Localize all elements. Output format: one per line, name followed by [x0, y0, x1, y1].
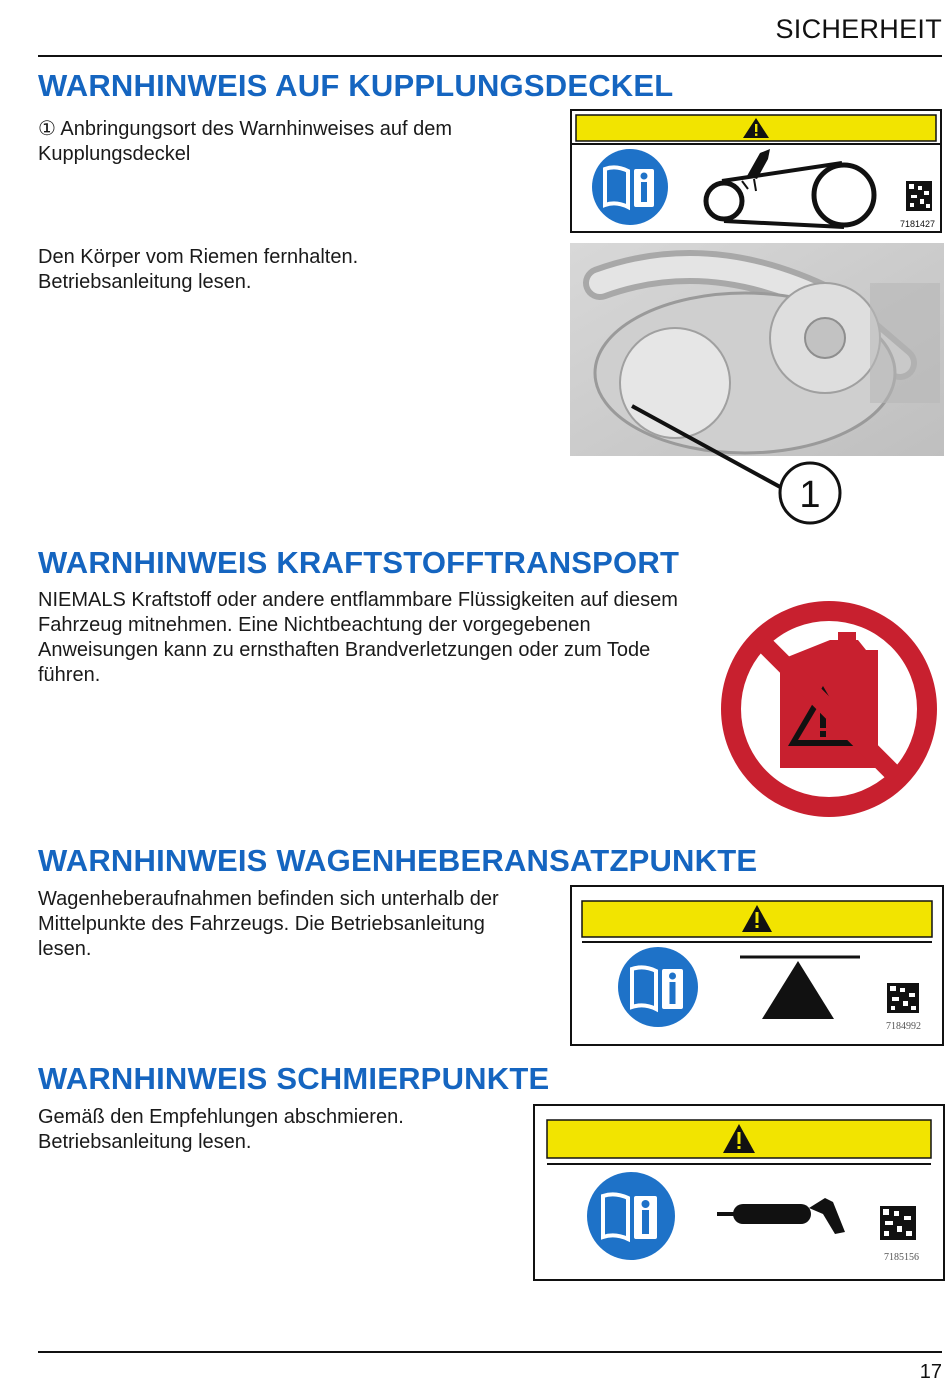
clutch-warning-label [570, 109, 942, 233]
header-rule [38, 55, 942, 57]
svg-text:1: 1 [799, 474, 821, 516]
grease-gun-icon [717, 1198, 845, 1234]
jack-point-icon [740, 957, 860, 1019]
clutch-cover-photo [570, 243, 944, 533]
heading-jack-points-warning: WARNHINWEIS WAGENHEBERANSATZPUNKTE [38, 843, 758, 878]
callout-1 [780, 463, 840, 523]
clutch-instruction-text: Den Körper vom Riemen fernhalten. Betriebsanleitung lesen. [38, 246, 359, 293]
heading-lubrication-points-warning: WARNHINWEIS SCHMIERPUNKTE [38, 1061, 550, 1096]
footer-rule [38, 1351, 942, 1353]
lubrication-warning-label [533, 1104, 945, 1281]
heading-clutch-cover-warning: WARNHINWEIS AUF KUPPLUNGSDECKEL [38, 68, 674, 103]
jack-points-text: Wagenheberaufnahmen befinden sich unterhalb der Mittelpunkte des Fahrzeugs. Die Betriebsanleitung lesen. [38, 888, 499, 960]
read-manual-icon [618, 947, 698, 1027]
label-code: 7181427 [899, 219, 935, 229]
label-code: 7185156 [884, 1252, 919, 1263]
qr-code-icon [887, 983, 919, 1013]
no-fuel-prohibition-icon [718, 598, 940, 820]
section-title: SICHERHEIT [775, 14, 942, 44]
qr-code-icon [906, 181, 932, 211]
lubrication-text: Gemäß den Empfehlungen abschmieren. Betriebsanleitung lesen. [38, 1106, 404, 1153]
heading-fuel-transport-warning: WARNHINWEIS KRAFTSTOFFTRANSPORT [38, 545, 680, 580]
fuel-transport-text: NIEMALS Kraftstoff oder andere entflammbare Flüssigkeiten auf diesem Fahrzeug mitnehmen. Eine Nichtbeachtung der vorgegebenen Anweisungen kann zu ernsthaften Brandverletzungen oder zum Tode führen. [38, 589, 678, 686]
clutch-label-location-text: ① Anbringungsort des Warnhinweises auf dem Kupplungsdeckel [38, 118, 453, 165]
page-number: 17 [919, 1361, 942, 1383]
label-code: 7184992 [886, 1021, 921, 1032]
read-manual-icon [587, 1172, 675, 1260]
belt-hazard-icon [706, 149, 874, 227]
qr-code-icon [880, 1206, 916, 1240]
read-manual-icon [592, 149, 668, 225]
jack-points-warning-label [570, 885, 944, 1046]
